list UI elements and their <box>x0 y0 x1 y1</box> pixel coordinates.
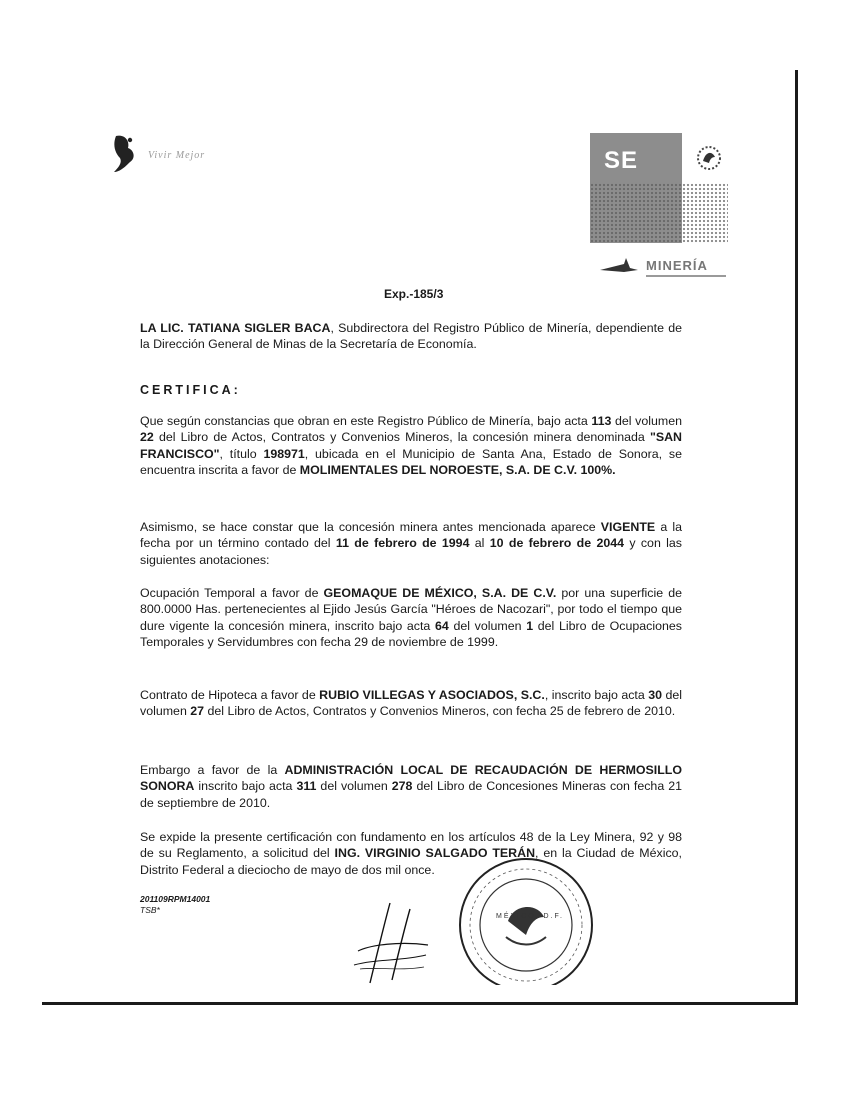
certifica-heading: CERTIFICA: <box>140 383 241 397</box>
text: del Libro de Concesiones Mineras con fecha 21 de septiembre de 2010. <box>140 779 682 810</box>
volume-number: 1 <box>526 618 534 633</box>
mortgage-paragraph <box>140 687 682 720</box>
end-date: 10 de febrero de 2044 <box>489 536 625 551</box>
concession-name: "SAN FRANCISCO" <box>140 430 682 461</box>
status-label: VIGENTE <box>600 520 656 534</box>
text: Embargo a favor de la <box>140 763 285 777</box>
seal-text: MÉXICO, D.F. <box>496 913 564 920</box>
occupation-paragraph <box>140 585 682 651</box>
intro-text: , Subdirectora del Registro Público de Minería, dependiente de la Dirección General de Minas de la Secretaría de Economía. <box>140 321 682 352</box>
acta-number: 30 <box>648 688 662 702</box>
beneficiary-name: RUBIO VILLEGAS Y ASOCIADOS, S.C. <box>319 688 545 702</box>
applicant-name: ING. VIRGINIO SALGADO TERÁN <box>334 846 536 861</box>
mineria-logo-underline <box>646 275 726 277</box>
handwritten-signature <box>340 895 440 990</box>
intro-paragraph <box>140 320 682 353</box>
text: , título <box>219 446 264 461</box>
embargo-paragraph <box>140 762 682 811</box>
text: y con las siguientes anotaciones: <box>140 536 682 567</box>
text: Asimismo, se hace constar que la concesión minera antes mencionada aparece <box>140 520 601 534</box>
volume-number: 27 <box>190 704 205 719</box>
se-logo-text: SE <box>604 147 639 174</box>
official-name: LA LIC. TATIANA SIGLER BACA <box>140 321 331 335</box>
mineria-logo-text: MINERÍA <box>646 258 708 273</box>
text: Que según constancias que obran en este Registro Público de Minería, bajo acta <box>140 414 592 428</box>
text: del volumen <box>316 779 392 794</box>
official-seal <box>448 855 608 985</box>
text: inscrito bajo acta <box>194 779 297 794</box>
text: Ocupación Temporal a favor de <box>140 586 324 600</box>
expediente-number: Exp.-185/3 <box>384 287 444 301</box>
text: al <box>469 536 490 551</box>
scan-border-bottom <box>42 1002 798 1005</box>
beneficiary-name: GEOMAQUE DE MÉXICO, S.A. DE C.V. <box>323 586 557 600</box>
holder-name: MOLIMENTALES DEL NOROESTE, S.A. DE C.V. 100%. <box>299 463 616 478</box>
acta-number: 64 <box>435 618 449 633</box>
registration-paragraph <box>140 413 682 479</box>
text: del Libro de Actos, Contratos y Convenios Mineros, la concesión minera denominada <box>153 430 650 445</box>
scan-border-right <box>795 70 798 1005</box>
text: del volumen <box>448 618 527 633</box>
initials: TSB* <box>140 905 160 915</box>
text: del volumen <box>140 688 682 719</box>
text: del volumen <box>611 414 682 428</box>
text: , ubicada en el Municipio de Santa Ana, Estado de Sonora, se encuentra inscrita a favor de <box>140 446 682 478</box>
volume-number: 22 <box>140 430 154 445</box>
text: del Libro de Ocupaciones Temporales y Servidumbres con fecha 29 de noviembre de 1999. <box>140 618 682 650</box>
mining-logo-icon <box>598 252 640 280</box>
text: , en la Ciudad de México, Distrito Federal a dieciocho de mayo de dos mil once. <box>140 846 682 877</box>
acta-number: 311 <box>296 779 317 794</box>
text: Contrato de Hipoteca a favor de <box>140 688 320 702</box>
start-date: 11 de febrero de 1994 <box>335 536 470 551</box>
seal-circle-icon <box>448 855 608 985</box>
text: del Libro de Actos, Contratos y Convenios Mineros, con fecha 25 de febrero de 2010. <box>204 704 676 719</box>
vivir-mejor-logo <box>110 132 250 182</box>
validity-paragraph <box>140 519 682 568</box>
logo-left-text: Vivir Mejor <box>148 150 206 161</box>
text: , inscrito bajo acta <box>544 688 649 702</box>
reference-code: 2011​09RPM14001 <box>140 894 211 904</box>
text: por una superficie de 800.0000 Has. pertenecientes al Ejido Jesús García "Héroes de Nacozari", por todo el tiempo que dure vigente la concesión minera, inscrito bajo acta <box>140 586 682 633</box>
text: Se expide la presente certificación con fundamento en los artículos 48 de la Ley Minera, 92 y 98 de su Reglamento, a solicitud del <box>140 830 682 861</box>
acta-number: 113 <box>591 414 612 428</box>
title-number: 198971 <box>263 446 305 461</box>
mineria-logo <box>598 252 728 284</box>
text: a la fecha por un término contado del <box>140 520 682 551</box>
se-logo <box>590 133 728 243</box>
volume-number: 278 <box>391 779 413 794</box>
eagle-logo-icon <box>110 132 144 176</box>
se-logo-texture <box>590 183 728 243</box>
coat-of-arms-icon <box>694 143 724 173</box>
beneficiary-name: ADMINISTRACIÓN LOCAL DE RECAUDACIÓN DE HERMOSILLO SONORA <box>140 763 683 794</box>
